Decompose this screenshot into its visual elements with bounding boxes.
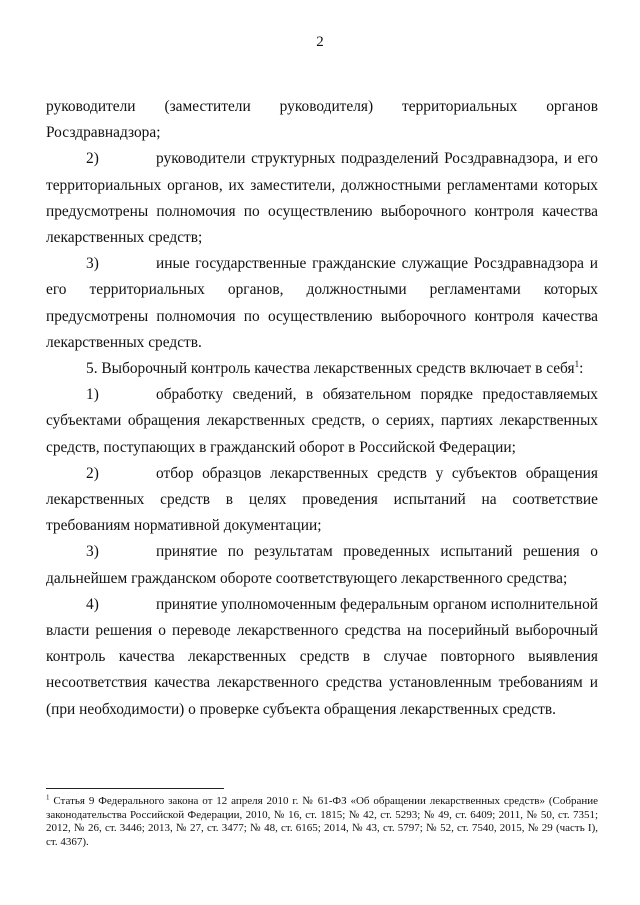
paragraph-1 xyxy=(46,94,598,146)
paragraph-8 xyxy=(46,592,598,723)
footnote-marker: 1 xyxy=(46,793,50,802)
paragraph-1-line-2: Росздравнадзора; xyxy=(46,124,161,142)
word: руководители xyxy=(46,98,136,115)
paragraph-4 xyxy=(46,356,598,382)
word: территориальных xyxy=(402,98,518,115)
paragraph-8-text: принятие уполномоченным федеральным органом исполнительной власти решения о переводе лекарственного средства на посерийный выборочный контроль качества лекарственных средств в случае повторного выявления несоответствия качества лекарственного средства установленным требованиям и (при необходимости) о проверке субъекта обращения лекарственных средств. xyxy=(46,595,598,718)
item-number: 3) xyxy=(86,255,99,273)
paragraph-6-text: отбор образцов лекарственных средств у субъектов обращения лекарственных средств в целях проведения испытаний на соответствие требованиям нормативной документации; xyxy=(46,464,598,535)
paragraph-2-text: руководители структурных подразделений Росздравнадзора, и его территориальных органов, их заместители, должностными регламентами которых предусмотрены полномочия по осуществлению выборочного контроля качества лекарственных средств; xyxy=(46,150,598,247)
footnote-reference[interactable]: 1 xyxy=(574,358,580,369)
footnote xyxy=(46,795,598,849)
paragraph-7 xyxy=(46,539,598,591)
word: (заместители xyxy=(164,98,251,115)
paragraph-3-text: иные государственные гражданские служащие Росздравнадзора и его территориальных органов, должностными регламентами которых предусмотрены полномочия по осуществлению выборочного контроля качества лекарственных средств. xyxy=(46,255,598,351)
paragraph-6 xyxy=(46,461,598,540)
word: руководителя) xyxy=(279,98,374,115)
footnote-text: Статья 9 Федерального закона от 12 апреля 2010 г. № 61-ФЗ «Об обращении лекарственных средств» (Собрание законодательства Российской Федерации, 2010, № 16, ст. 1815; № 42, ст. 5293; № 49, ст. 6409; 2011, № 50, ст. 7351; 2012, № 26, ст. 3446; 2013, № 27, ст. 3477; № 48, ст. 6165; 2014, № 43, ст. 5797; № 52, ст. 7540, 2015, № 29 (часть I), ст. 4367). xyxy=(46,795,598,848)
paragraph-5 xyxy=(46,382,598,461)
item-number: 3) xyxy=(86,543,99,561)
paragraph-2 xyxy=(46,146,598,251)
item-number: 2) xyxy=(86,464,99,482)
document-body xyxy=(46,94,598,723)
item-number: 2) xyxy=(86,150,99,168)
paragraph-4-tail: : xyxy=(579,360,584,378)
item-number: 4) xyxy=(86,595,99,613)
paragraph-1-line-1 xyxy=(46,94,598,120)
paragraph-3 xyxy=(46,251,598,356)
paragraph-5-text: обработку сведений, в обязательном порядке предоставляемых субъектами обращения лекарственных средств, о сериях, партиях лекарственных средств, поступающих в гражданский оборот в Российской Федерации; xyxy=(46,386,598,456)
page-number: 2 xyxy=(316,34,324,50)
word: органов xyxy=(546,98,598,115)
item-number: 1) xyxy=(86,386,99,404)
paragraph-7-text: принятие по результатам проведенных испытаний решения о дальнейшем гражданском обороте соответствующего лекарственного средства; xyxy=(46,543,598,587)
footnote-divider xyxy=(46,788,224,789)
paragraph-4-text: 5. Выборочный контроль качества лекарственных средств включает в себя xyxy=(86,360,575,378)
